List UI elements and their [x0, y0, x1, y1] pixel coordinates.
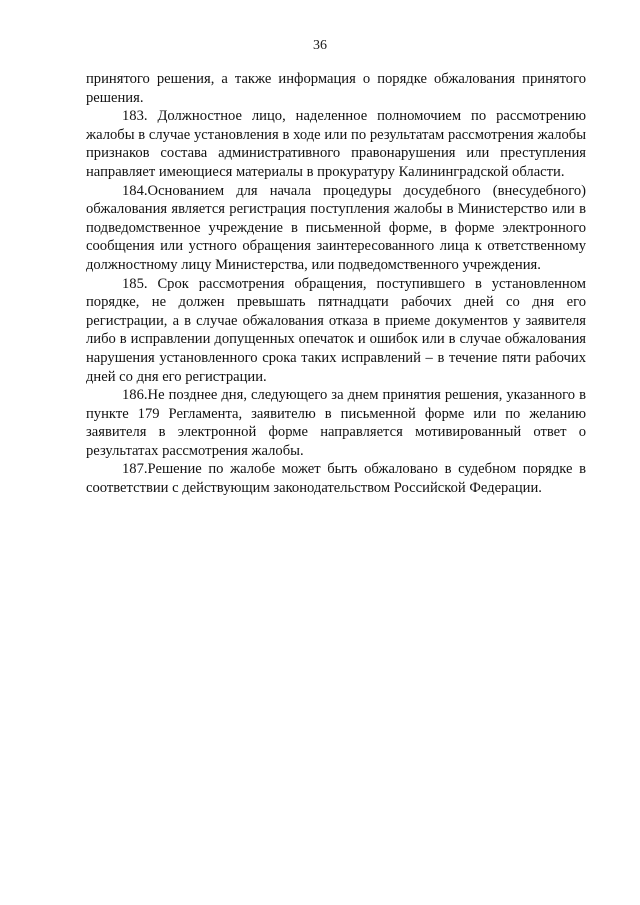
paragraph-186: 186.Не позднее дня, следующего за днем принятия решения, указанного в пункте 179 Регламента, заявителю в письменной форме или по желанию заявителя в электронной форме направляется мотивированный ответ о результатах рассмотрения жалобы. — [86, 387, 586, 459]
paragraph-continuation: принятого решения, а также информация о порядке обжалования принятого решения. — [86, 71, 586, 106]
document-body — [86, 70, 586, 498]
page-number: 36 — [313, 38, 327, 53]
paragraph-183: 183. Должностное лицо, наделенное полномочием по рассмотрению жалобы в случае установления в ходе или по результатам рассмотрения жалобы признаков состава административного правонарушения или преступления направляет имеющиеся материалы в прокуратуру Калининградской области. — [86, 108, 586, 180]
paragraph-187: 187.Решение по жалобе может быть обжаловано в судебном порядке в соответствии с действующим законодательством Российской Федерации. — [86, 461, 586, 497]
paragraph-185: 185. Срок рассмотрения обращения, поступившего в установленном порядке, не должен превышать пятнадцати рабочих дней со дня его регистрации, а в случае обжалования отказа в приеме документов у заявителя либо в исправлении допущенных опечаток и ошибок или в случае обжалования нарушения установленного срока таких исправлений – в течение пяти рабочих дней со дня его регистрации. — [86, 275, 586, 385]
paragraph-184: 184.Основанием для начала процедуры досудебного (внесудебного) обжалования является регистрация поступления жалобы в Министерство или в подведомственное учреждение в письменной форме, в форме электронного сообщения или устного обращения заинтересованного лица к ответственному должностному лицу Министерства, или подведомственного учреждения. — [86, 182, 586, 273]
